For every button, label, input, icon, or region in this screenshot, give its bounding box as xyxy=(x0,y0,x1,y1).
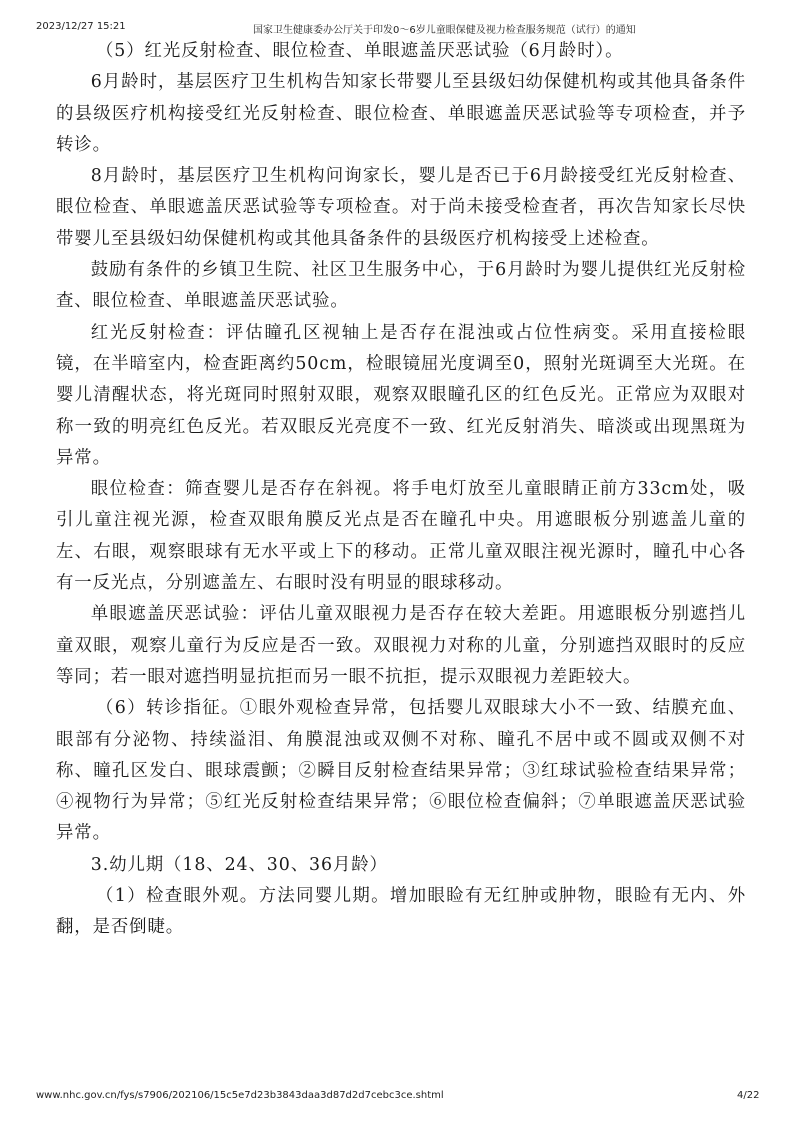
paragraph-6-month-referral: 6月龄时，基层医疗卫生机构告知家长带婴儿至县级妇幼保健机构或其他具备条件的县级医疗机构接受红光反射检查、眼位检查、单眼遮盖厌恶试验等专项检查，并予转诊。 xyxy=(56,72,746,155)
section-heading-toddler-period: 3.幼儿期（18、24、30、36月龄） xyxy=(90,854,388,875)
paragraph-referral-indications: （6）转诊指征。①眼外观检查异常，包括婴儿双眼球大小不一致、结膜充血、眼部有分泌物、持续溢泪、角膜混浊或双侧不对称、瞳孔不居中或不圆或双侧不对称、瞳孔区发白、眼球震颤；②瞬目反射检查结果异常；③红球试验检查结果异常；④视物行为异常；⑤红光反射检查结果异常；⑥眼位检查偏斜；⑦单眼遮盖厌恶试验异常。 xyxy=(56,698,746,844)
paragraph-red-reflex-exam: 红光反射检查：评估瞳孔区视轴上是否存在混浊或占位性病变。采用直接检眼镜，在半暗室内，检查距离约50cm，检眼镜屈光度调至0，照射光斑调至大光斑。在婴儿清醒状态，将光斑同时照射双眼，观察双眼瞳孔区的红色反光。正常应为双眼对称一致的明亮红色反光。若双眼反光亮度不一致、红光反射消失、暗淡或出现黑斑为异常。 xyxy=(56,322,746,468)
paragraph-encourage-clinics: 鼓励有条件的乡镇卫生院、社区卫生服务中心，于6月龄时为婴儿提供红光反射检查、眼位检查、单眼遮盖厌恶试验。 xyxy=(56,260,746,312)
footer-page-number: 4/22 xyxy=(737,1090,760,1101)
paragraph-cover-aversion-test: 单眼遮盖厌恶试验：评估儿童双眼视力是否存在较大差距。用遮眼板分别遮挡儿童双眼，观察儿童行为反应是否一致。双眼视力对称的儿童，分别遮挡双眼时的反应等同；若一眼对遮挡明显抗拒而另一眼不抗拒，提示双眼视力差距较大。 xyxy=(56,604,746,687)
footer-url: www.nhc.gov.cn/fys/s7906/202106/15c5e7d23b3843daa3d87d2d7cebc3ce.shtml xyxy=(36,1090,444,1101)
document-body xyxy=(56,36,746,944)
section-heading-red-reflex: （5）红光反射检查、眼位检查、单眼遮盖厌恶试验（6月龄时）。 xyxy=(96,41,624,61)
header-datetime: 2023/12/27 15:21 xyxy=(36,21,126,32)
header-document-title: 国家卫生健康委办公厅关于印发0～6岁儿童眼保健及视力检查服务规范（试行）的通知 xyxy=(253,25,636,36)
paragraph-8-month-followup: 8月龄时，基层医疗卫生机构问询家长，婴儿是否已于6月龄接受红光反射检查、眼位检查、单眼遮盖厌恶试验等专项检查。对于尚未接受检查者，再次告知家长尽快带婴儿至县级妇幼保健机构或其他具备条件的县级医疗机构接受上述检查。 xyxy=(56,166,746,249)
paragraph-external-eye-exam: （1）检查眼外观。方法同婴儿期。增加眼睑有无红肿或肿物，眼睑有无内、外翻，是否倒睫。 xyxy=(56,886,746,938)
paragraph-eye-position-exam: 眼位检查：筛查婴儿是否存在斜视。将手电灯放至儿童眼睛正前方33cm处，吸引儿童注视光源，检查双眼角膜反光点是否在瞳孔中央。用遮眼板分别遮盖儿童的左、右眼，观察眼球有无水平或上下的移动。正常儿童双眼注视光源时，瞳孔中心各有一反光点，分别遮盖左、右眼时没有明显的眼球移动。 xyxy=(56,479,746,594)
